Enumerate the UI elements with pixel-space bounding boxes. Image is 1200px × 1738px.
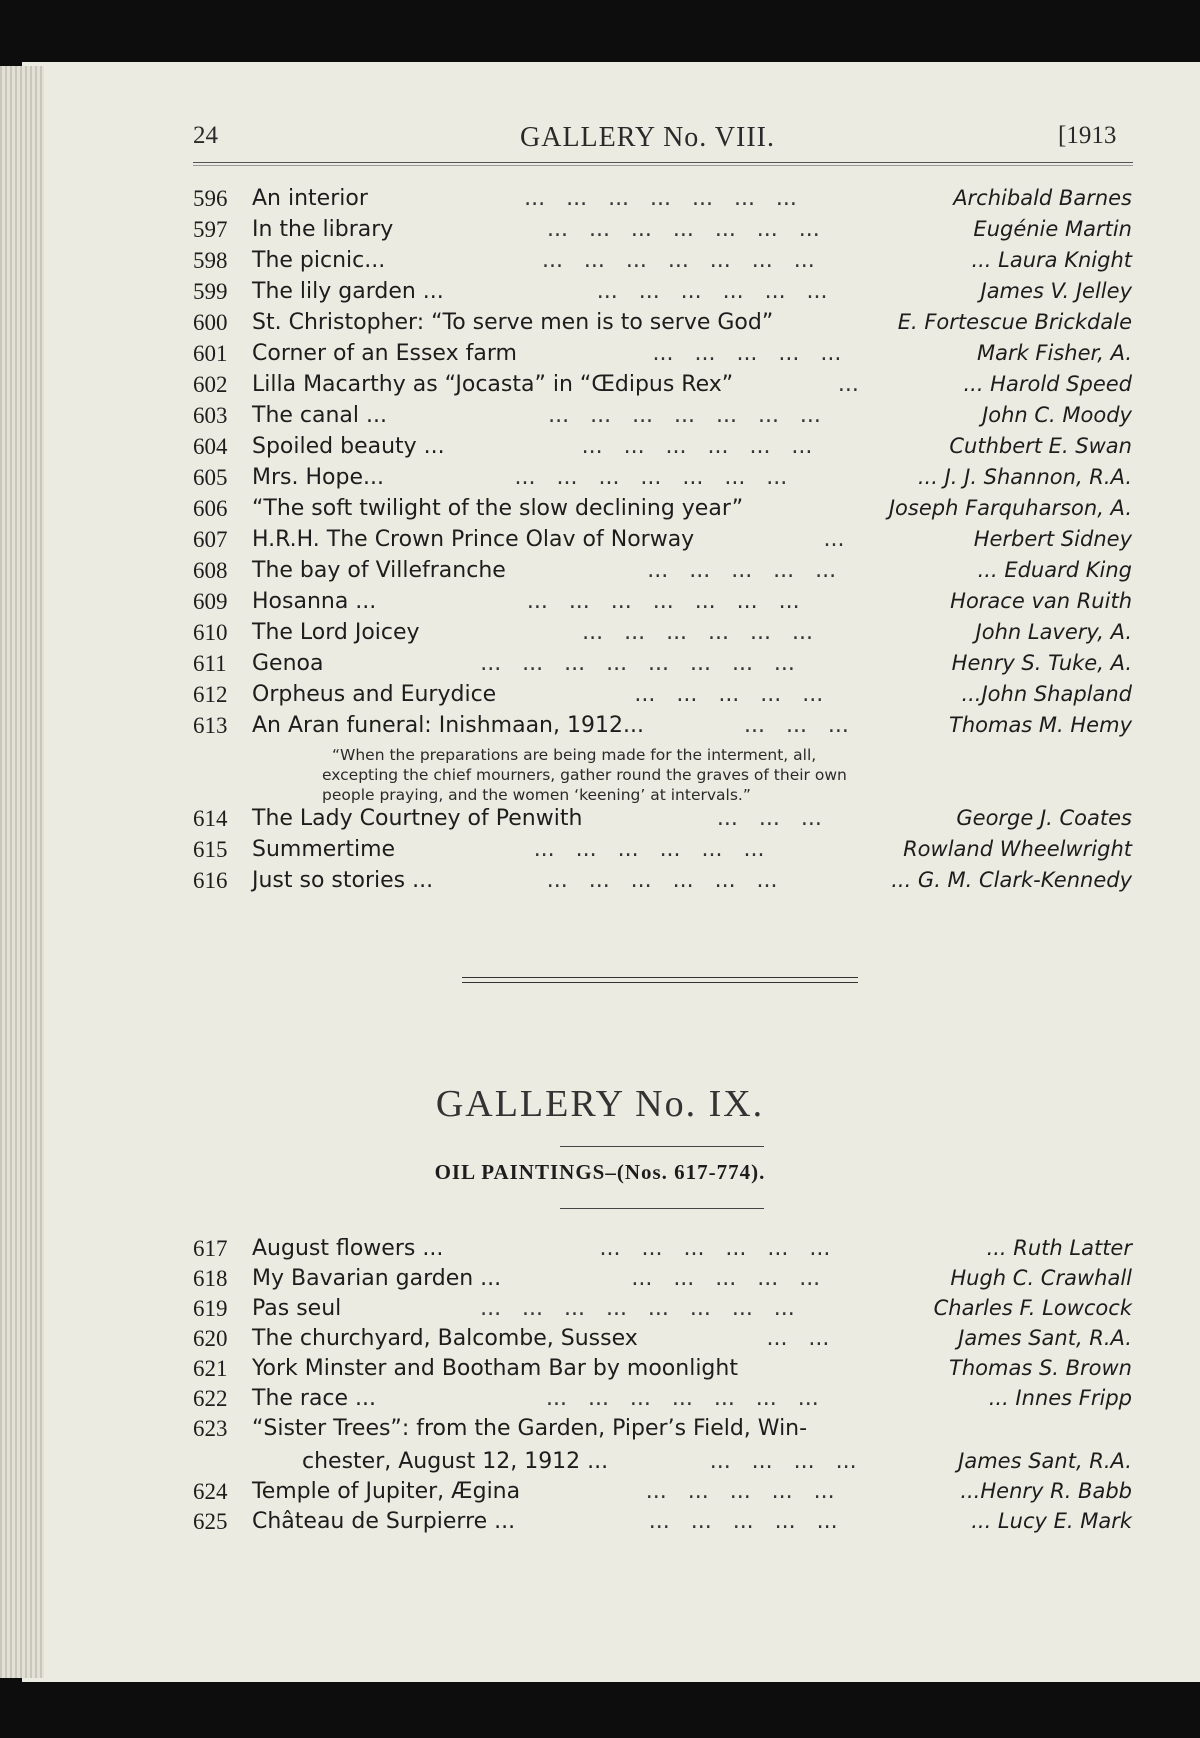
entry-number: 613 <box>193 713 228 738</box>
catalogue-entry <box>0 837 1200 867</box>
page-number: 24 <box>193 122 218 149</box>
leader-dots: ... ... ... ... ... ... ... <box>548 403 821 428</box>
leader-dots: ... ... ... ... ... ... ... ... <box>480 1296 795 1321</box>
entry-number: 622 <box>193 1386 228 1411</box>
entry-title: The bay of Villefranche <box>252 558 506 583</box>
entry-number: 614 <box>193 806 228 831</box>
entry-artist: Thomas S. Brown <box>949 1356 1132 1380</box>
entry-number: 616 <box>193 868 228 893</box>
leader-dots: ... ... ... ... ... ... ... ... <box>480 651 795 676</box>
note-line: “When the preparations are being made for the interment, all, <box>332 746 817 764</box>
catalogue-entry <box>0 558 1200 588</box>
entry-number: 624 <box>193 1479 228 1504</box>
entry-artist: George J. Coates <box>956 806 1132 830</box>
entry-artist: Joseph Farquharson, A. <box>888 496 1132 520</box>
leader-dots: ... <box>823 527 845 552</box>
leader-dots: ... ... ... ... ... ... ... <box>526 589 800 614</box>
entry-artist: ...Henry R. Babb <box>960 1479 1132 1503</box>
entry-number: 610 <box>193 620 228 645</box>
entry-title: An interior <box>252 186 368 211</box>
entry-artist: James Sant, R.A. <box>958 1449 1132 1473</box>
leader-dots: ... ... ... ... ... <box>634 682 824 707</box>
entry-number: 606 <box>193 496 228 521</box>
entry-title: The race ... <box>252 1386 377 1411</box>
entry-title: The Lord Joicey <box>252 620 420 645</box>
entry-artist: ... Harold Speed <box>963 372 1132 396</box>
entry-artist: ... J. J. Shannon, R.A. <box>917 465 1132 489</box>
gallery9-title: GALLERY No. IX. <box>435 1083 765 1125</box>
catalogue-entry <box>0 1326 1200 1356</box>
catalogue-entry <box>0 465 1200 495</box>
entry-number: 600 <box>193 310 228 335</box>
catalogue-entry <box>0 713 1200 743</box>
entry-number: 615 <box>193 837 228 862</box>
catalogue-entry <box>0 1509 1200 1539</box>
leader-dots: ... ... ... <box>744 713 849 738</box>
note-line: excepting the chief mourners, gather round the graves of their own <box>322 766 847 784</box>
leader-dots: ... ... ... ... ... ... ... <box>524 186 797 211</box>
entry-artist: ... Innes Fripp <box>988 1386 1132 1410</box>
catalogue-entry <box>0 1236 1200 1266</box>
leader-dots: ... <box>837 372 859 397</box>
entry-artist: Thomas M. Hemy <box>949 713 1132 737</box>
leader-dots: ... ... ... ... ... <box>652 341 842 366</box>
catalogue-entry <box>0 279 1200 309</box>
entry-title: My Bavarian garden ... <box>252 1266 502 1291</box>
entry-artist: ... Lucy E. Mark <box>971 1509 1132 1533</box>
entry-title: Mrs. Hope... <box>252 465 384 490</box>
entry-title: Corner of an Essex farm <box>252 341 517 366</box>
note-line: people praying, and the women ‘keening’ at intervals.” <box>322 786 751 804</box>
leader-dots: ... ... ... ... ... ... ... <box>541 248 815 273</box>
header-rule <box>193 162 1133 166</box>
entry-number: 612 <box>193 682 228 707</box>
catalogue-entry <box>0 1296 1200 1326</box>
entry-title: “The soft twilight of the slow declining year” <box>252 496 744 521</box>
entry-title: Temple of Jupiter, Ægina <box>252 1479 521 1504</box>
catalogue-entry <box>0 1449 1200 1479</box>
section-heading: OIL PAINTINGS–(Nos. 617-774). <box>434 1160 766 1184</box>
catalogue-entry <box>0 1479 1200 1509</box>
entry-artist: Archibald Barnes <box>953 186 1132 210</box>
gallery-heading: GALLERY No. VIII. <box>520 122 775 153</box>
entry-number: 599 <box>193 279 228 304</box>
catalogue-entry <box>0 682 1200 712</box>
leader-dots: ... ... ... ... ... <box>631 1266 821 1291</box>
entry-artist: Rowland Wheelwright <box>903 837 1132 861</box>
entry-number: 620 <box>193 1326 228 1351</box>
entry-number: 598 <box>193 248 228 273</box>
catalogue-entry <box>0 620 1200 650</box>
entry-title: chester, August 12, 1912 ... <box>302 1449 609 1474</box>
entry-number: 603 <box>193 403 228 428</box>
entry-title: August flowers ... <box>252 1236 444 1261</box>
entry-title: In the library <box>252 217 394 242</box>
entry-number: 623 <box>193 1416 228 1441</box>
catalogue-entry <box>0 496 1200 526</box>
entry-artist: Henry S. Tuke, A. <box>951 651 1132 675</box>
entry-title: Spoiled beauty ... <box>252 434 445 459</box>
catalogue-entry <box>0 589 1200 619</box>
catalogue-entry <box>0 806 1200 836</box>
leader-dots: ... ... ... <box>716 806 822 831</box>
entry-number: 609 <box>193 589 228 614</box>
leader-dots: ... ... ... ... ... ... <box>596 279 828 304</box>
entry-artist: John Lavery, A. <box>975 620 1132 644</box>
running-head <box>0 122 1200 162</box>
entry-number: 602 <box>193 372 228 397</box>
entry-artist: E. Fortescue Brickdale <box>897 310 1132 334</box>
entry-title: Just so stories ... <box>252 868 434 893</box>
catalogue-entry <box>0 341 1200 371</box>
leader-dots: ... ... ... ... ... <box>647 558 837 583</box>
entry-title: Orpheus and Eurydice <box>252 682 497 707</box>
leader-dots: ... ... ... ... ... <box>648 1509 838 1534</box>
entry-artist: ... G. M. Clark-Kennedy <box>891 868 1132 892</box>
entry-number: 618 <box>193 1266 228 1291</box>
entry-artist: Horace van Ruith <box>950 589 1132 613</box>
leader-dots: ... ... ... ... ... ... <box>533 837 765 862</box>
entry-number: 625 <box>193 1509 228 1534</box>
catalogue-entry <box>0 217 1200 247</box>
catalogue-entry <box>0 186 1200 216</box>
entry-title: Hosanna ... <box>252 589 377 614</box>
entry-title: The lily garden ... <box>252 279 444 304</box>
entry-title: Lilla Macarthy as “Jocasta” in “Œdipus Rex” <box>252 372 734 397</box>
catalogue-entry <box>0 310 1200 340</box>
catalogue-entry <box>0 372 1200 402</box>
title-rule-top <box>560 1146 764 1147</box>
entry-artist: Herbert Sidney <box>973 527 1132 551</box>
entry-title: St. Christopher: “To serve men is to serve God” <box>252 310 774 335</box>
entry-title: The picnic... <box>252 248 386 273</box>
catalogue-entry <box>0 1386 1200 1416</box>
leader-dots: ... ... ... ... ... ... <box>582 620 813 645</box>
entry-title: Genoa <box>252 651 324 676</box>
entry-title: H.R.H. The Crown Prince Olav of Norway <box>252 527 695 552</box>
leader-dots: ... ... <box>766 1326 830 1351</box>
catalogue-entry <box>0 403 1200 433</box>
entry-number: 608 <box>193 558 228 583</box>
year: [1913 <box>1058 122 1117 149</box>
catalogue-entry <box>0 248 1200 278</box>
entry-number: 607 <box>193 527 228 552</box>
catalogue-entry <box>0 527 1200 557</box>
entry-artist: John C. Moody <box>982 403 1132 427</box>
entry-artist: ...John Shapland <box>961 682 1132 706</box>
entry-title: The Lady Courtney of Penwith <box>252 806 583 831</box>
leader-dots: ... ... ... ... <box>709 1449 857 1474</box>
leader-dots: ... ... ... ... ... ... <box>581 434 813 459</box>
entry-artist: ... Ruth Latter <box>986 1236 1132 1260</box>
leader-dots: ... ... ... ... ... <box>645 1479 835 1504</box>
entry-artist: James V. Jelley <box>980 279 1132 303</box>
catalogue-entry <box>0 1416 1200 1446</box>
leader-dots: ... ... ... ... ... ... ... <box>514 465 788 490</box>
entry-artist: ... Eduard King <box>977 558 1132 582</box>
entry-number: 601 <box>193 341 228 366</box>
leader-dots: ... ... ... ... ... ... ... <box>546 1386 819 1411</box>
entry-artist: Cuthbert E. Swan <box>949 434 1132 458</box>
catalogue-entry <box>0 868 1200 898</box>
entry-title: The canal ... <box>252 403 387 428</box>
leader-dots: ... ... ... ... ... ... <box>599 1236 831 1261</box>
entry-title: Château de Surpierre ... <box>252 1509 516 1534</box>
entry-number: 597 <box>193 217 228 242</box>
entry-number: 596 <box>193 186 228 211</box>
entry-title: York Minster and Bootham Bar by moonlight <box>252 1356 738 1381</box>
catalogue-entry <box>0 434 1200 464</box>
entry-artist: ... Laura Knight <box>971 248 1132 272</box>
entry-artist: Mark Fisher, A. <box>976 341 1132 365</box>
catalogue-entry <box>0 1356 1200 1386</box>
catalogue-entry <box>0 1266 1200 1296</box>
section-divider <box>462 977 858 983</box>
entry-title: An Aran funeral: Inishmaan, 1912... <box>252 713 644 738</box>
leader-dots: ... ... ... ... ... ... ... <box>547 217 820 242</box>
entry-artist: Eugénie Martin <box>973 217 1132 241</box>
entry-number: 621 <box>193 1356 228 1381</box>
entry-title: Pas seul <box>252 1296 342 1321</box>
leader-dots: ... ... ... ... ... ... <box>546 868 778 893</box>
entry-title: “Sister Trees”: from the Garden, Piper’s Field, Win- <box>252 1416 808 1441</box>
entry-title: The churchyard, Balcombe, Sussex <box>252 1326 638 1351</box>
catalogue-entry <box>0 651 1200 681</box>
entry-number: 617 <box>193 1236 228 1261</box>
entry-artist: Charles F. Lowcock <box>933 1296 1132 1320</box>
entry-number: 605 <box>193 465 228 490</box>
entry-number: 604 <box>193 434 228 459</box>
entry-number: 619 <box>193 1296 228 1321</box>
title-rule-bottom <box>560 1208 764 1209</box>
entry-613-note <box>322 745 1022 805</box>
entry-artist: James Sant, R.A. <box>958 1326 1132 1350</box>
entry-title: Summertime <box>252 837 396 862</box>
entry-number: 611 <box>193 651 227 676</box>
entry-artist: Hugh C. Crawhall <box>950 1266 1132 1290</box>
